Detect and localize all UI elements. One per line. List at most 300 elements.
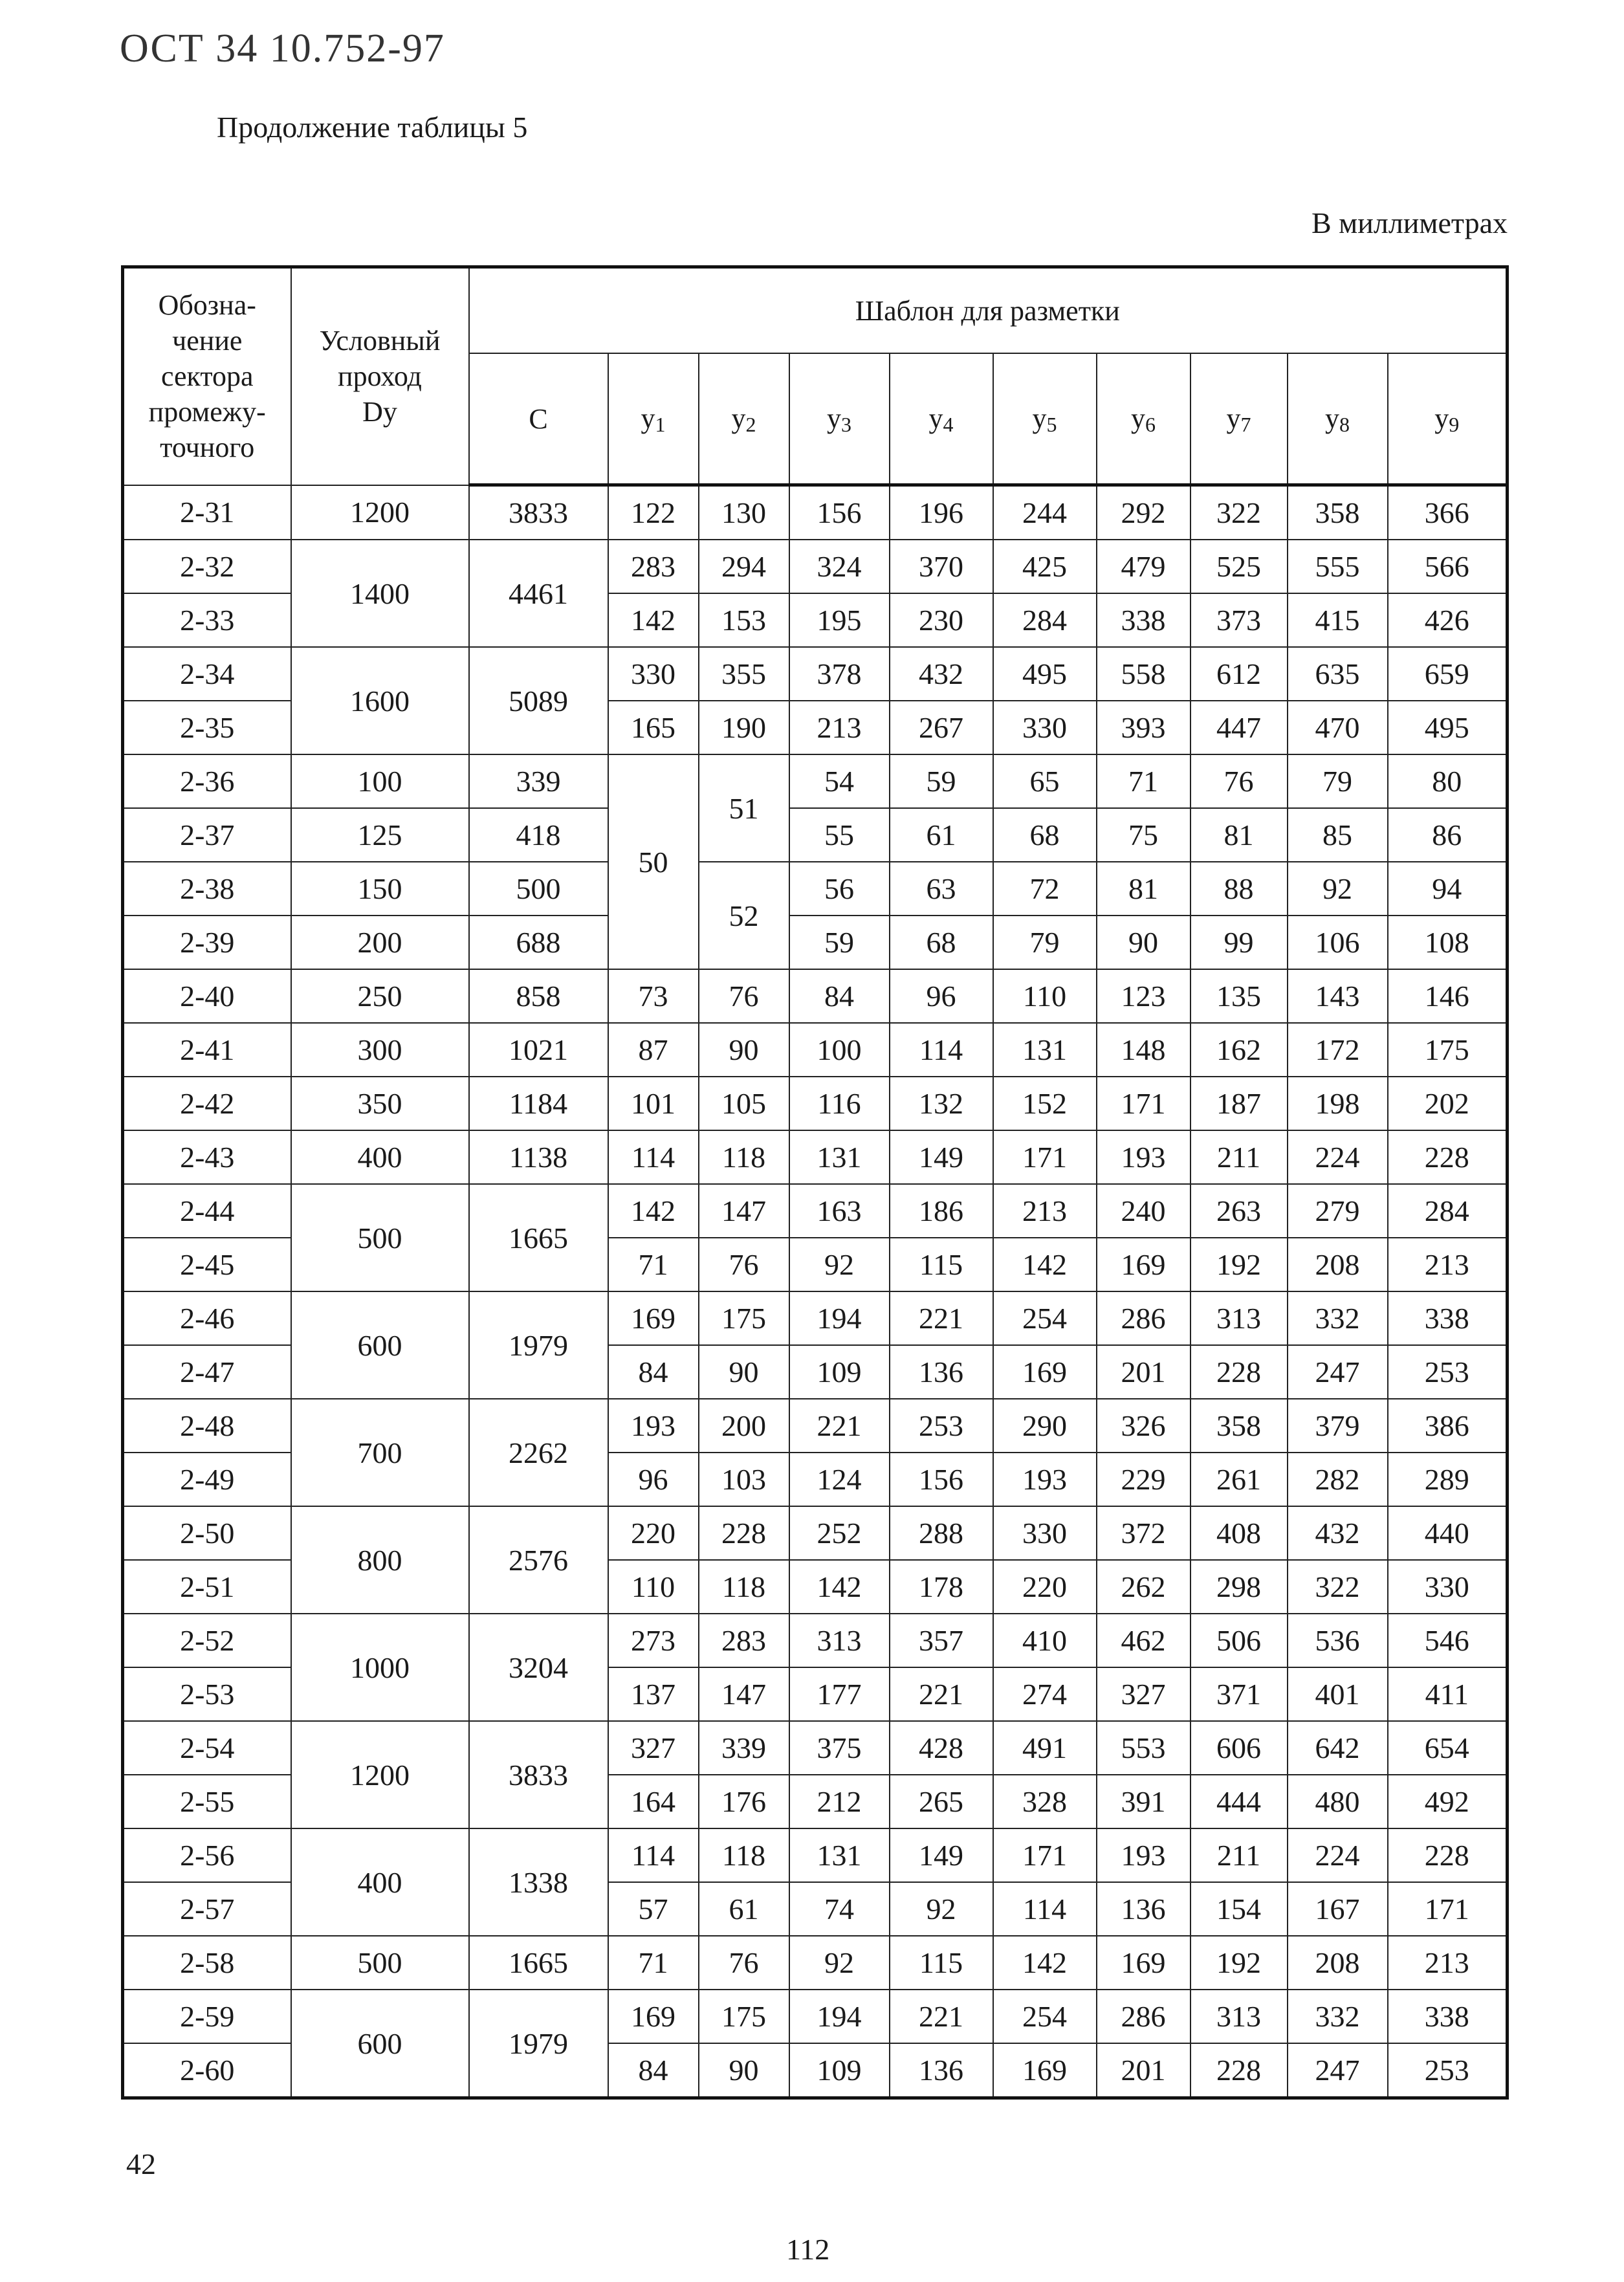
cell-y1: 84 [608, 2043, 699, 2098]
cell-c: 1665 [469, 1936, 608, 1990]
cell-y4: 357 [890, 1614, 993, 1667]
cell-nominal-bore: 1200 [291, 485, 469, 540]
header-col-symbol: y [827, 402, 841, 434]
cell-y2: 339 [699, 1721, 789, 1775]
cell-y3: 92 [789, 1936, 890, 1990]
cell-nominal-bore: 600 [291, 1291, 469, 1399]
cell-y6: 240 [1097, 1184, 1191, 1238]
cell-designation: 2-44 [123, 1184, 291, 1238]
cell-y9: 228 [1388, 1130, 1508, 1184]
cell-y5: 65 [993, 754, 1097, 808]
cell-y3: 100 [789, 1023, 890, 1077]
cell-designation: 2-39 [123, 916, 291, 969]
cell-y3: 124 [789, 1453, 890, 1506]
cell-nominal-bore: 200 [291, 916, 469, 969]
cell-y4: 156 [890, 1453, 993, 1506]
cell-y5: 213 [993, 1184, 1097, 1238]
cell-y2: 147 [699, 1667, 789, 1721]
cell-c: 418 [469, 808, 608, 862]
cell-c: 339 [469, 754, 608, 808]
table-row [123, 485, 1508, 540]
cell-y6: 169 [1097, 1238, 1191, 1291]
cell-c: 5089 [469, 647, 608, 754]
cell-y5: 220 [993, 1560, 1097, 1614]
cell-y6: 286 [1097, 1990, 1191, 2043]
cell-y7: 135 [1191, 969, 1288, 1023]
cell-y9: 492 [1388, 1775, 1508, 1828]
cell-y6: 193 [1097, 1828, 1191, 1882]
table-row [123, 1828, 1508, 1882]
cell-y8: 224 [1288, 1130, 1388, 1184]
cell-y6: 201 [1097, 2043, 1191, 2098]
cell-y7: 228 [1191, 2043, 1288, 2098]
cell-y2: 90 [699, 1345, 789, 1399]
cell-y2: 200 [699, 1399, 789, 1453]
cell-y3: 221 [789, 1399, 890, 1453]
header-col-index: 7 [1240, 412, 1251, 436]
header-col-y6 [1097, 353, 1191, 485]
table-row [123, 1990, 1508, 2043]
cell-y3: 142 [789, 1560, 890, 1614]
cell-y1: 165 [608, 701, 699, 754]
cell-y6: 90 [1097, 916, 1191, 969]
cell-y7: 76 [1191, 754, 1288, 808]
cell-y3: 55 [789, 808, 890, 862]
cell-c: 4461 [469, 540, 608, 647]
cell-y6: 229 [1097, 1453, 1191, 1506]
cell-y4: 265 [890, 1775, 993, 1828]
cell-y7: 612 [1191, 647, 1288, 701]
cell-designation: 2-37 [123, 808, 291, 862]
cell-y3: 195 [789, 593, 890, 647]
cell-y5: 495 [993, 647, 1097, 701]
cell-y2: 90 [699, 2043, 789, 2098]
cell-c: 1979 [469, 1291, 608, 1399]
cell-y9: 338 [1388, 1291, 1508, 1345]
cell-designation: 2-33 [123, 593, 291, 647]
cell-y8: 247 [1288, 2043, 1388, 2098]
cell-y5: 290 [993, 1399, 1097, 1453]
cell-y9: 80 [1388, 754, 1508, 808]
cell-y6: 393 [1097, 701, 1191, 754]
cell-c: 858 [469, 969, 608, 1023]
cell-c: 2262 [469, 1399, 608, 1506]
cell-y8: 282 [1288, 1453, 1388, 1506]
document-code: ОСТ 34 10.752-97 [120, 27, 445, 71]
cell-y8: 642 [1288, 1721, 1388, 1775]
cell-y1: 164 [608, 1775, 699, 1828]
cell-y8: 555 [1288, 540, 1388, 593]
cell-y2: 190 [699, 701, 789, 754]
cell-y6: 71 [1097, 754, 1191, 808]
cell-y1: 114 [608, 1828, 699, 1882]
table-row [123, 862, 1508, 916]
header-col-symbol: y [731, 402, 746, 434]
template-table [121, 265, 1509, 2100]
cell-designation: 2-53 [123, 1667, 291, 1721]
cell-y5: 274 [993, 1667, 1097, 1721]
cell-c: 3204 [469, 1614, 608, 1721]
cell-nominal-bore: 125 [291, 808, 469, 862]
page-number-left: 42 [126, 2147, 156, 2180]
cell-y2: 51 [699, 754, 789, 862]
cell-c: 1184 [469, 1077, 608, 1130]
header-col-c [469, 353, 608, 485]
table-row [123, 1936, 1508, 1990]
cell-nominal-bore: 1600 [291, 647, 469, 754]
cell-y6: 169 [1097, 1936, 1191, 1990]
header-col-index: 5 [1046, 412, 1057, 436]
table-row [123, 540, 1508, 593]
cell-c: 1338 [469, 1828, 608, 1936]
cell-y4: 230 [890, 593, 993, 647]
cell-y2: 90 [699, 1023, 789, 1077]
cell-y2: 355 [699, 647, 789, 701]
header-col-symbol: C [529, 402, 548, 435]
cell-y4: 136 [890, 1345, 993, 1399]
cell-y2: 76 [699, 1238, 789, 1291]
cell-y8: 172 [1288, 1023, 1388, 1077]
cell-y2: 52 [699, 862, 789, 969]
cell-y6: 292 [1097, 485, 1191, 540]
cell-y4: 114 [890, 1023, 993, 1077]
cell-designation: 2-48 [123, 1399, 291, 1453]
cell-y2: 228 [699, 1506, 789, 1560]
cell-y7: 447 [1191, 701, 1288, 754]
cell-y3: 194 [789, 1990, 890, 2043]
cell-y1: 50 [608, 754, 699, 969]
cell-y6: 286 [1097, 1291, 1191, 1345]
cell-y4: 221 [890, 1291, 993, 1345]
cell-y2: 118 [699, 1560, 789, 1614]
cell-y1: 193 [608, 1399, 699, 1453]
cell-y7: 298 [1191, 1560, 1288, 1614]
cell-nominal-bore: 250 [291, 969, 469, 1023]
table-row [123, 1023, 1508, 1077]
cell-y4: 136 [890, 2043, 993, 2098]
cell-designation: 2-49 [123, 1453, 291, 1506]
header-nominal-bore-text: Условный проход Dy [319, 325, 441, 428]
table-row [123, 1077, 1508, 1130]
cell-y5: 330 [993, 1506, 1097, 1560]
cell-y4: 59 [890, 754, 993, 808]
cell-nominal-bore: 700 [291, 1399, 469, 1506]
cell-y1: 71 [608, 1238, 699, 1291]
cell-y3: 59 [789, 916, 890, 969]
cell-y3: 116 [789, 1077, 890, 1130]
cell-y3: 313 [789, 1614, 890, 1667]
cell-y1: 87 [608, 1023, 699, 1077]
cell-y7: 192 [1191, 1238, 1288, 1291]
cell-y5: 169 [993, 1345, 1097, 1399]
cell-y3: 92 [789, 1238, 890, 1291]
cell-y7: 313 [1191, 1291, 1288, 1345]
cell-y8: 332 [1288, 1291, 1388, 1345]
cell-y1: 169 [608, 1990, 699, 2043]
cell-y3: 54 [789, 754, 890, 808]
cell-designation: 2-55 [123, 1775, 291, 1828]
cell-y6: 171 [1097, 1077, 1191, 1130]
cell-y8: 470 [1288, 701, 1388, 754]
header-col-index: 2 [745, 412, 756, 436]
cell-y2: 153 [699, 593, 789, 647]
cell-y2: 76 [699, 1936, 789, 1990]
cell-designation: 2-47 [123, 1345, 291, 1399]
cell-y3: 378 [789, 647, 890, 701]
cell-y7: 444 [1191, 1775, 1288, 1828]
table-row [123, 1506, 1508, 1560]
cell-y4: 68 [890, 916, 993, 969]
cell-y7: 371 [1191, 1667, 1288, 1721]
cell-y4: 267 [890, 701, 993, 754]
header-col-index: 9 [1449, 412, 1460, 436]
cell-y8: 143 [1288, 969, 1388, 1023]
cell-y8: 322 [1288, 1560, 1388, 1614]
cell-designation: 2-54 [123, 1721, 291, 1775]
cell-nominal-bore: 1000 [291, 1614, 469, 1721]
cell-y1: 96 [608, 1453, 699, 1506]
cell-y9: 213 [1388, 1238, 1508, 1291]
cell-y4: 186 [890, 1184, 993, 1238]
cell-y4: 92 [890, 1882, 993, 1936]
cell-y9: 213 [1388, 1936, 1508, 1990]
cell-y3: 131 [789, 1130, 890, 1184]
cell-y7: 408 [1191, 1506, 1288, 1560]
header-col-y4 [890, 353, 993, 485]
header-nominal-bore [291, 267, 469, 485]
cell-y7: 358 [1191, 1399, 1288, 1453]
cell-y2: 176 [699, 1775, 789, 1828]
header-col-symbol: y [1434, 402, 1449, 434]
cell-y5: 142 [993, 1238, 1097, 1291]
cell-y5: 284 [993, 593, 1097, 647]
cell-nominal-bore: 350 [291, 1077, 469, 1130]
cell-y9: 284 [1388, 1184, 1508, 1238]
cell-y3: 131 [789, 1828, 890, 1882]
cell-y1: 169 [608, 1291, 699, 1345]
cell-y9: 659 [1388, 647, 1508, 701]
table-row [123, 754, 1508, 808]
cell-designation: 2-35 [123, 701, 291, 754]
cell-y8: 415 [1288, 593, 1388, 647]
cell-y9: 253 [1388, 1345, 1508, 1399]
cell-y2: 175 [699, 1990, 789, 2043]
cell-y3: 163 [789, 1184, 890, 1238]
cell-y8: 167 [1288, 1882, 1388, 1936]
cell-y3: 109 [789, 2043, 890, 2098]
cell-y7: 211 [1191, 1828, 1288, 1882]
cell-y1: 122 [608, 485, 699, 540]
cell-y8: 279 [1288, 1184, 1388, 1238]
cell-y4: 178 [890, 1560, 993, 1614]
header-col-index: 4 [943, 412, 954, 436]
cell-y1: 84 [608, 1345, 699, 1399]
cell-y1: 142 [608, 1184, 699, 1238]
cell-y2: 130 [699, 485, 789, 540]
table-row [123, 969, 1508, 1023]
cell-y7: 228 [1191, 1345, 1288, 1399]
cell-y8: 332 [1288, 1990, 1388, 2043]
cell-y3: 213 [789, 701, 890, 754]
table-row [123, 808, 1508, 862]
header-col-y8 [1288, 353, 1388, 485]
cell-y1: 283 [608, 540, 699, 593]
cell-y5: 142 [993, 1936, 1097, 1990]
cell-nominal-bore: 400 [291, 1130, 469, 1184]
header-col-y1 [608, 353, 699, 485]
cell-y4: 221 [890, 1990, 993, 2043]
cell-designation: 2-42 [123, 1077, 291, 1130]
table-row [123, 1614, 1508, 1667]
cell-y1: 327 [608, 1721, 699, 1775]
cell-y2: 118 [699, 1828, 789, 1882]
cell-y8: 536 [1288, 1614, 1388, 1667]
header-col-symbol: y [1131, 402, 1145, 434]
cell-c: 1979 [469, 1990, 608, 2098]
cell-y9: 426 [1388, 593, 1508, 647]
cell-y5: 425 [993, 540, 1097, 593]
cell-y8: 480 [1288, 1775, 1388, 1828]
cell-y7: 88 [1191, 862, 1288, 916]
cell-designation: 2-41 [123, 1023, 291, 1077]
cell-designation: 2-36 [123, 754, 291, 808]
header-col-y3 [789, 353, 890, 485]
cell-y9: 546 [1388, 1614, 1508, 1667]
cell-y6: 75 [1097, 808, 1191, 862]
cell-y5: 68 [993, 808, 1097, 862]
cell-y4: 253 [890, 1399, 993, 1453]
cell-y4: 61 [890, 808, 993, 862]
cell-y4: 96 [890, 969, 993, 1023]
cell-y1: 110 [608, 1560, 699, 1614]
cell-y5: 169 [993, 2043, 1097, 2098]
page-number-center: 112 [786, 2233, 830, 2266]
cell-y9: 171 [1388, 1882, 1508, 1936]
cell-designation: 2-45 [123, 1238, 291, 1291]
cell-y6: 123 [1097, 969, 1191, 1023]
cell-y9: 94 [1388, 862, 1508, 916]
header-col-index: 1 [655, 412, 666, 436]
cell-c: 500 [469, 862, 608, 916]
cell-y1: 142 [608, 593, 699, 647]
table-body [123, 485, 1508, 2098]
cell-y4: 196 [890, 485, 993, 540]
cell-y7: 606 [1191, 1721, 1288, 1775]
cell-y7: 525 [1191, 540, 1288, 593]
cell-y7: 506 [1191, 1614, 1288, 1667]
cell-y6: 136 [1097, 1882, 1191, 1936]
header-col-index: 3 [841, 412, 851, 436]
cell-y8: 85 [1288, 808, 1388, 862]
header-col-index: 8 [1339, 412, 1350, 436]
cell-y5: 171 [993, 1130, 1097, 1184]
header-col-index: 6 [1145, 412, 1156, 436]
cell-y7: 99 [1191, 916, 1288, 969]
cell-y5: 254 [993, 1990, 1097, 2043]
cell-designation: 2-58 [123, 1936, 291, 1990]
cell-nominal-bore: 1200 [291, 1721, 469, 1828]
cell-nominal-bore: 300 [291, 1023, 469, 1077]
cell-y3: 177 [789, 1667, 890, 1721]
cell-y6: 148 [1097, 1023, 1191, 1077]
cell-y6: 391 [1097, 1775, 1191, 1828]
cell-y5: 244 [993, 485, 1097, 540]
cell-designation: 2-51 [123, 1560, 291, 1614]
cell-y4: 149 [890, 1130, 993, 1184]
cell-nominal-bore: 500 [291, 1184, 469, 1291]
cell-y1: 71 [608, 1936, 699, 1990]
cell-y8: 208 [1288, 1936, 1388, 1990]
cell-y1: 330 [608, 647, 699, 701]
cell-nominal-bore: 150 [291, 862, 469, 916]
cell-y4: 428 [890, 1721, 993, 1775]
cell-designation: 2-56 [123, 1828, 291, 1882]
cell-y3: 56 [789, 862, 890, 916]
header-designation-text: Обозна- чение сектора промежу- точного [148, 289, 266, 464]
cell-y2: 147 [699, 1184, 789, 1238]
cell-y7: 187 [1191, 1077, 1288, 1130]
cell-y3: 194 [789, 1291, 890, 1345]
cell-y5: 491 [993, 1721, 1097, 1775]
cell-y4: 370 [890, 540, 993, 593]
cell-designation: 2-38 [123, 862, 291, 916]
cell-y7: 162 [1191, 1023, 1288, 1077]
cell-y1: 220 [608, 1506, 699, 1560]
cell-y7: 313 [1191, 1990, 1288, 2043]
cell-y5: 152 [993, 1077, 1097, 1130]
table-row [123, 1184, 1508, 1238]
table-row [123, 1721, 1508, 1775]
cell-y2: 61 [699, 1882, 789, 1936]
cell-nominal-bore: 400 [291, 1828, 469, 1936]
cell-y5: 114 [993, 1882, 1097, 1936]
cell-designation: 2-59 [123, 1990, 291, 2043]
table-row [123, 1399, 1508, 1453]
cell-y8: 432 [1288, 1506, 1388, 1560]
cell-y6: 201 [1097, 1345, 1191, 1399]
cell-y2: 76 [699, 969, 789, 1023]
table-row [123, 1130, 1508, 1184]
cell-y8: 224 [1288, 1828, 1388, 1882]
cell-y7: 322 [1191, 485, 1288, 540]
cell-y2: 118 [699, 1130, 789, 1184]
cell-y4: 149 [890, 1828, 993, 1882]
cell-designation: 2-50 [123, 1506, 291, 1560]
cell-nominal-bore: 800 [291, 1506, 469, 1614]
cell-y9: 366 [1388, 485, 1508, 540]
cell-y9: 86 [1388, 808, 1508, 862]
cell-y7: 81 [1191, 808, 1288, 862]
header-col-symbol: y [641, 402, 655, 434]
cell-y2: 175 [699, 1291, 789, 1345]
cell-designation: 2-46 [123, 1291, 291, 1345]
cell-y1: 114 [608, 1130, 699, 1184]
cell-y9: 386 [1388, 1399, 1508, 1453]
cell-y7: 373 [1191, 593, 1288, 647]
cell-y7: 261 [1191, 1453, 1288, 1506]
cell-y6: 558 [1097, 647, 1191, 701]
cell-y1: 137 [608, 1667, 699, 1721]
cell-designation: 2-34 [123, 647, 291, 701]
header-col-symbol: y [1226, 402, 1241, 434]
cell-y9: 654 [1388, 1721, 1508, 1775]
cell-designation: 2-40 [123, 969, 291, 1023]
cell-nominal-bore: 1400 [291, 540, 469, 647]
cell-y5: 330 [993, 701, 1097, 754]
cell-c: 688 [469, 916, 608, 969]
cell-y9: 175 [1388, 1023, 1508, 1077]
cell-y2: 105 [699, 1077, 789, 1130]
